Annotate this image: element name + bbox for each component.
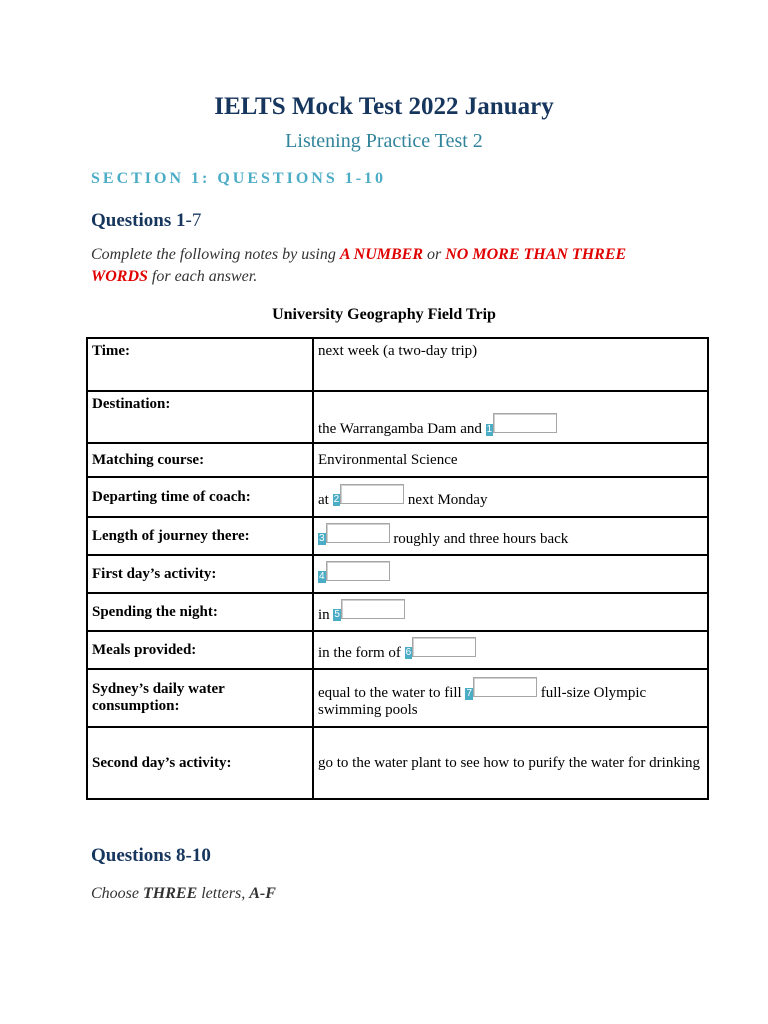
row-value-text: the Warrangamba Dam and — [318, 421, 486, 437]
instructions-text-2: or — [423, 246, 446, 263]
row-value — [313, 517, 708, 555]
answer-input-2[interactable] — [340, 484, 404, 504]
row-value: go to the water plant to see how to purify the water for drinking — [313, 727, 708, 799]
blank-number: 3 — [319, 533, 325, 545]
questions-1-7-heading-range: -7 — [185, 210, 202, 231]
choose-emphasis-letters: A-F — [249, 885, 276, 902]
row-value — [313, 669, 708, 727]
row-value — [313, 391, 708, 443]
blank-number: 7 — [466, 687, 473, 699]
row-label: Sydney’s daily water consumption: — [87, 669, 313, 727]
row-label: Departing time of coach: — [87, 477, 313, 517]
row-value — [313, 555, 708, 593]
page-subtitle: Listening Practice Test 2 — [285, 130, 483, 152]
choose-emphasis-three: THREE — [143, 885, 198, 902]
field-trip-table — [86, 337, 709, 800]
instructions-emphasis-words: NO MORE THAN THREE WORDS — [91, 246, 627, 285]
row-value — [313, 631, 708, 669]
row-label: Meals provided: — [87, 631, 313, 669]
blank-number: 1 — [486, 423, 493, 435]
row-label: Matching course: — [87, 443, 313, 477]
answer-input-7[interactable] — [473, 677, 537, 697]
row-value-text: full-size Olympic swimming pools — [318, 685, 647, 718]
answer-input-1[interactable] — [493, 413, 557, 433]
section-heading: SECTION 1: QUESTIONS 1-10 — [91, 170, 387, 187]
choose-text-2: letters, — [197, 885, 250, 902]
table-row — [87, 727, 708, 799]
table-row — [87, 593, 708, 631]
row-value-text: in the form of — [318, 644, 405, 661]
blank-number: 2 — [333, 494, 340, 506]
row-value-text: in — [318, 606, 334, 623]
row-label: Spending the night: — [87, 593, 313, 631]
answer-input-5[interactable] — [341, 599, 405, 619]
questions-1-7-heading — [91, 210, 201, 232]
table-row — [87, 391, 708, 443]
answer-input-3[interactable] — [326, 523, 390, 543]
table-row — [87, 517, 708, 555]
row-label: Second day’s activity: — [87, 727, 313, 799]
choose-text-1: Choose — [91, 885, 143, 902]
blank-number: 6 — [405, 647, 412, 659]
page-title: IELTS Mock Test 2022 January — [214, 93, 554, 120]
questions-8-10-heading: Questions 8-10 — [91, 845, 211, 866]
row-label: Length of journey there: — [87, 517, 313, 555]
table-row — [87, 338, 708, 391]
row-label: Destination: — [87, 391, 313, 443]
blank-number: 4 — [319, 571, 325, 583]
row-value — [313, 477, 708, 517]
instructions — [91, 244, 651, 288]
answer-input-4[interactable] — [326, 561, 390, 581]
instructions-text-3: for each answer. — [147, 268, 258, 285]
row-value — [313, 593, 708, 631]
instructions-emphasis-number: A NUMBER — [339, 246, 424, 263]
table-row — [87, 477, 708, 517]
answer-input-6[interactable] — [412, 637, 476, 657]
questions-1-7-heading-main: Questions 1 — [91, 210, 186, 231]
row-value: next week (a two-day trip) — [313, 338, 708, 391]
row-value-text: roughly and three hours back — [389, 530, 569, 547]
blank-number: 5 — [334, 609, 340, 621]
row-label: First day’s activity: — [87, 555, 313, 593]
row-label: Time: — [87, 338, 313, 391]
table-title: University Geography Field Trip — [272, 306, 496, 323]
row-value: Environmental Science — [313, 443, 708, 477]
row-value-text: at — [318, 491, 333, 508]
table-row — [87, 669, 708, 727]
table-row — [87, 631, 708, 669]
row-value-text: next Monday — [404, 491, 488, 508]
table-row — [87, 443, 708, 477]
instructions-text-1: Complete the following notes by using — [91, 246, 340, 263]
choose-instruction — [91, 885, 276, 903]
row-value-text: equal to the water to fill — [318, 685, 466, 701]
table-row — [87, 555, 708, 593]
